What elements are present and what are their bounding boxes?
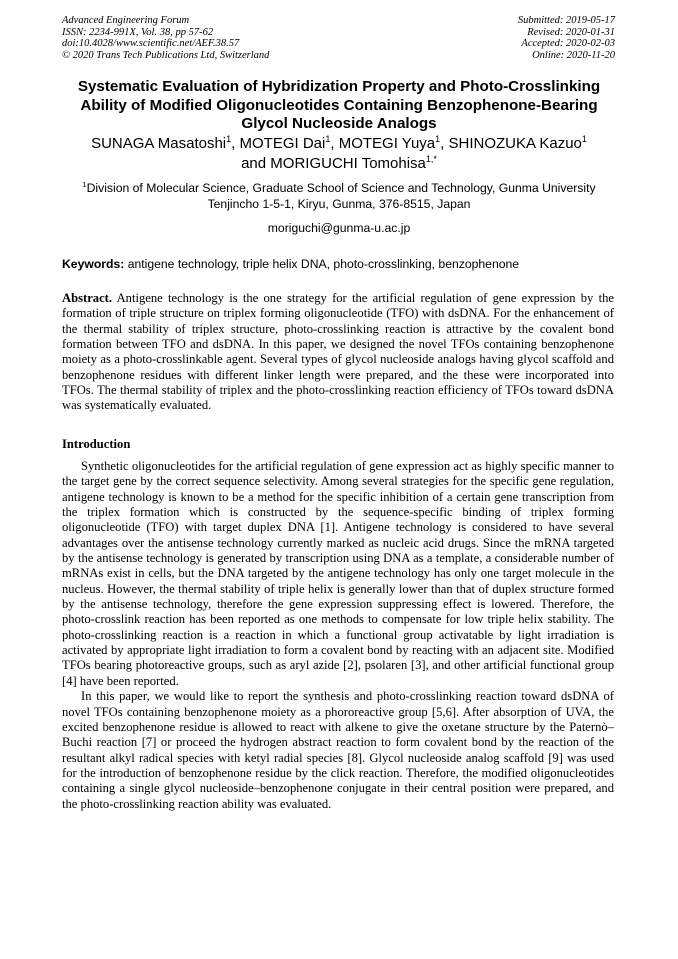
author-and: and: [241, 155, 271, 172]
journal-name: Advanced Engineering Forum: [62, 15, 190, 26]
doi: doi:10.4028/www.scientific.net/AEF.38.57: [62, 38, 240, 49]
keywords-text: antigene technology, triple helix DNA, photo-crosslinking, benzophenone: [124, 257, 520, 271]
online-date: Online: 2020-11-20: [532, 49, 615, 61]
affiliation-line-1: Division of Molecular Science, Graduate School of Science and Technology, Gunma University: [86, 181, 596, 195]
paper-title: Systematic Evaluation of Hybridization Property and Photo-Crosslinking Ability of Modified Oligonucleotides Containing Benzophenone-Bearing Glycol Nucleoside Analogs: [77, 78, 601, 132]
dates-info: [518, 15, 615, 61]
author-separator: ,: [440, 135, 449, 152]
author-separator: ,: [330, 135, 339, 152]
author-list: [58, 134, 620, 174]
intro-paragraph-2: In this paper, we would like to report the synthesis and photo-crosslinking reaction toward dsDNA of novel TFOs containing benzophenone moiety as a phororeactive group [5,6]. After absorption of UVA, the excited benzophenone residue is allowed to react with alkene to give the oxetane structure by the Paternò–Buchi reaction [7] or proceed the hydrogen abstract reaction to form covalent bond by the reaction of the resultant alkyl radical species with ketyl radial species [8]. Glycol nucleoside analog scaffold [9] was used for the introduction of benzophenone residue by the click reaction. Therefore, the modified oligonucleotides containing a single glycol nucleoside–benzophenone conjugate in their central position were prepared, and the photo-crosslinking reaction ability was evaluated.: [62, 689, 614, 811]
revised-date: Revised: 2020-01-31: [527, 26, 615, 38]
author: MOTEGI Dai: [239, 135, 326, 152]
author: MORIGUCHI Tomohisa: [270, 155, 426, 172]
intro-paragraph-1: Synthetic oligonucleotides for the artificial regulation of gene expression act as highly specific manner to the target gene by the correct sequence selectivity. Among several strategies for the specific gene regulation, antigene technology is known to be a method for the specific inhibition of a certain gene transcription from the triplex formation which is constructed by the sequence-specific binding of triplex forming oligonucleotide (TFO) with target duplex DNA [1]. Antigene technology is considered to have several advantages over the antisense technology currently marked as nucleic acid drugs. Since the mRNA targeted by the antisense technology is generated by transcription using DNA as a template, a considerable number of mRNAs exist in cells, but the DNA targeted by the antigene technology has only one target molecule in the nucleus. However, the thermal stability of triple helix is generally lower than that of duplex structure formed by the antisense technology, therefore the gene expression suppressing effect is lowered. Therefore, the photo-crosslink reaction has been reported as one methods to compensate for low triple helix stability. The photo-crosslinking reaction is a reaction in which a functional group activatable by light irradiation is activated by appropriate light irradiation to form a covalent bond by reacting with an adjacent site. Modified TFOs bearing photoreactive groups, such as aryl azide [2], psolaren [3], and other artificial functional group [4] have been reported.: [62, 459, 614, 688]
introduction-body: [62, 459, 614, 812]
keywords: [62, 257, 622, 272]
issn-volume: ISSN: 2234-991X, Vol. 38, pp 57-62: [62, 26, 214, 38]
copyright: © 2020 Trans Tech Publications Ltd, Switzerland: [62, 49, 270, 61]
journal-info: [62, 15, 269, 61]
keywords-label: Keywords:: [62, 257, 125, 271]
corresponding-email[interactable]: moriguchi@gunma-u.ac.jp: [267, 221, 411, 235]
author: SUNAGA Masatoshi: [91, 135, 227, 152]
author-affil-mark: 1: [435, 134, 441, 144]
author: MOTEGI Yuya: [338, 135, 436, 152]
author: SHINOZUKA Kazuo: [448, 135, 582, 152]
submitted-date: Submitted: 2019-05-17: [517, 15, 615, 26]
author-affil-mark: 1: [581, 134, 587, 144]
author-separator: ,: [231, 135, 240, 152]
abstract-label: Abstract.: [62, 291, 113, 305]
affiliation-line-2: Tenjincho 1-5-1, Kiryu, Gunma, 376-8515, Japan: [207, 196, 471, 211]
author-affil-mark: 1,*: [425, 154, 437, 164]
accepted-date: Accepted: 2020-02-03: [521, 38, 615, 49]
author-affil-mark: 1: [325, 134, 331, 144]
author-affil-mark: 1: [226, 134, 232, 144]
affiliation: [58, 181, 620, 212]
affil-mark: 1: [82, 179, 87, 189]
abstract-text: Antigene technology is the one strategy for the artificial regulation of gene expression by the formation of triple structure on triplex forming oligonucleotide (TFO) with dsDNA. For the enhancement of the thermal stability of triplex structure, photo-crosslinking reaction is attractive by the covalent bond formation between TFO and dsDNA. In this paper, we designed the novel TFOs containing benzophenone moiety as a photo-crosslinkable agent. Several types of glycol nucleoside analogs having glycol scaffold and benzophenone residues with different linker length were prepared, and the these were incorporated into TFOs. The thermal stability of triplex and the photo-crosslinking reaction efficiency of TFOs toward dsDNA was systematically evaluated.: [62, 291, 614, 413]
introduction-heading: Introduction: [62, 437, 131, 451]
abstract: [62, 291, 614, 414]
